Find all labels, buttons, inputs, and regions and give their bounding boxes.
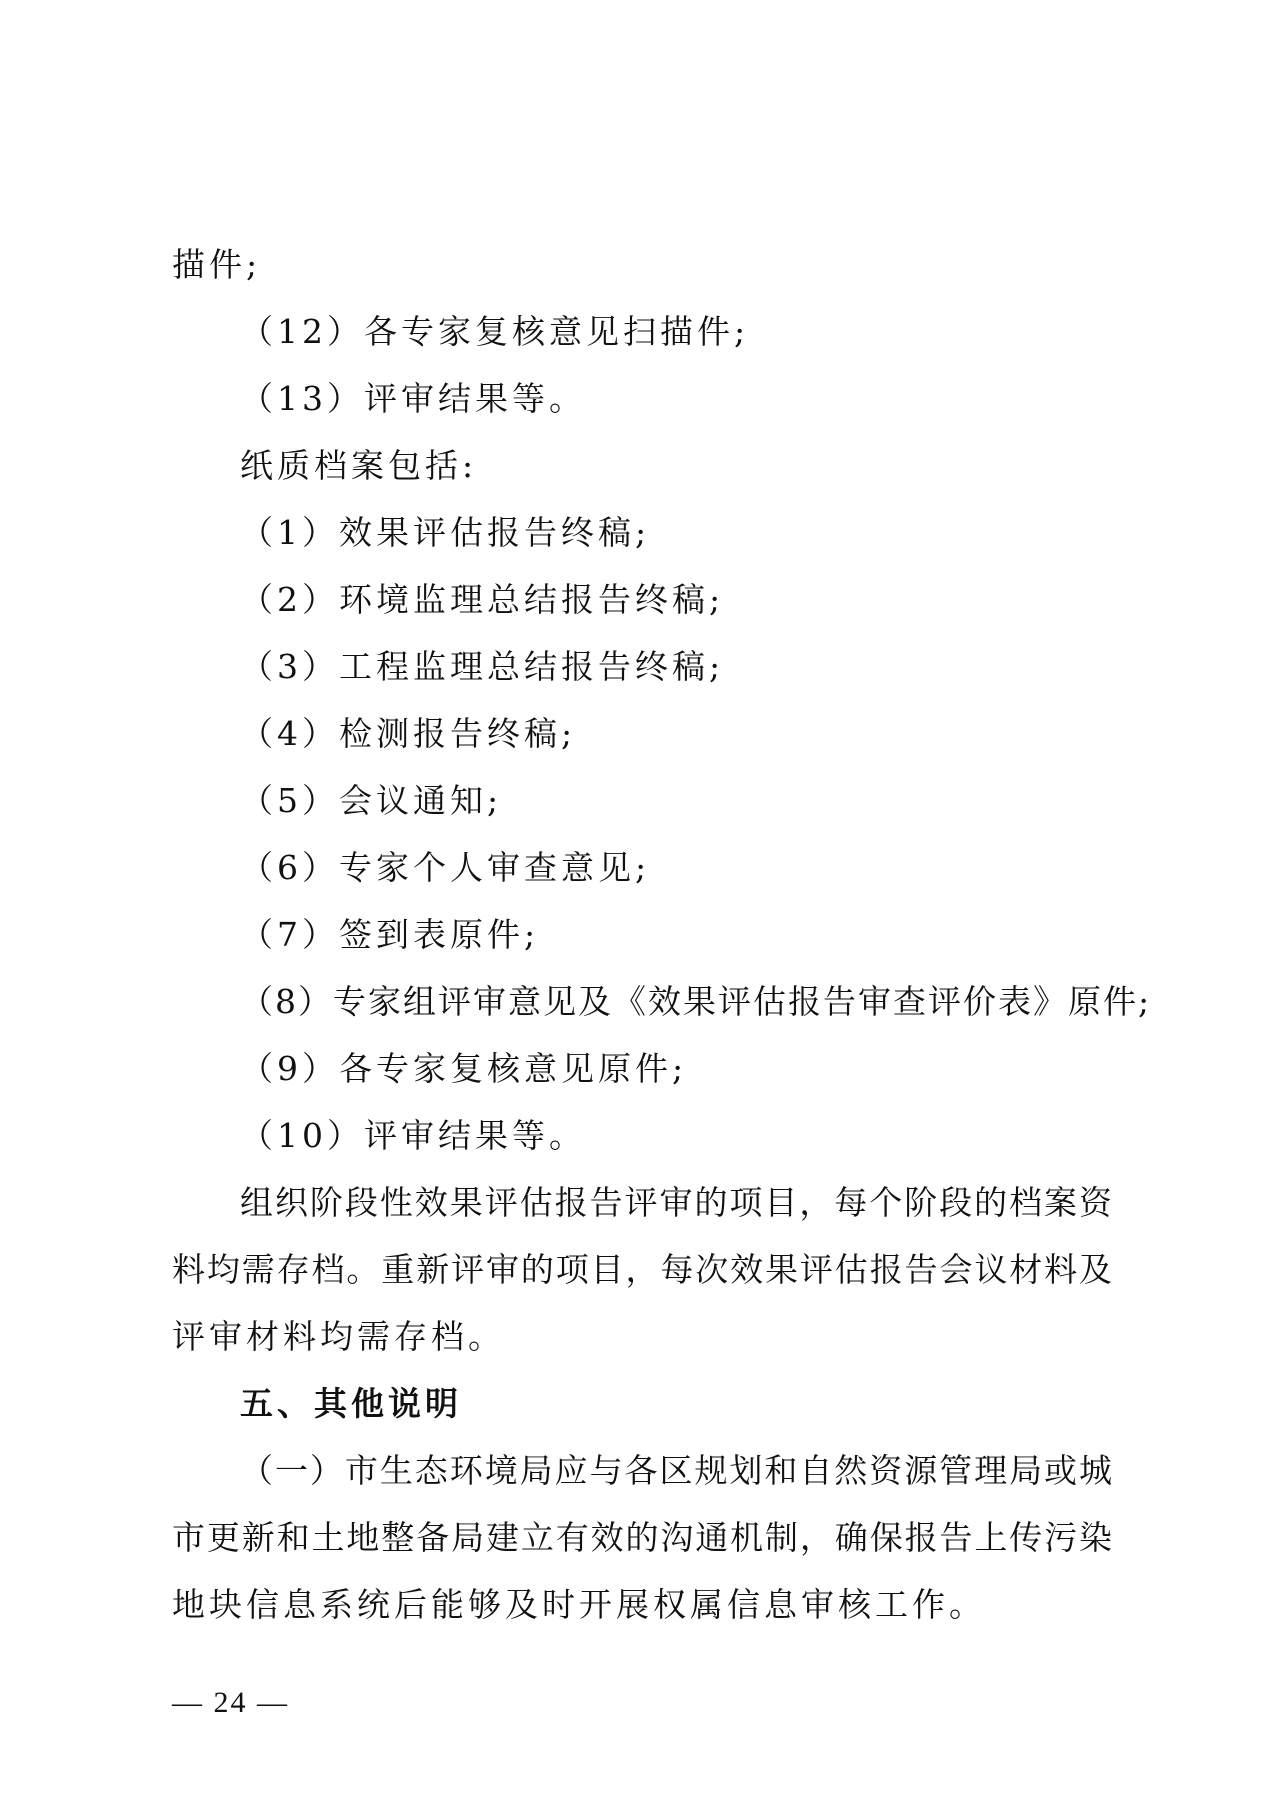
text-line-12: （8）专家组评审意见及《效果评估报告审查评价表》原件; — [240, 982, 1152, 1021]
text-line-4: 纸质档案包括: — [240, 446, 478, 485]
text-line-9: （5）会议通知; — [240, 781, 503, 820]
text-line-1: 描件; — [172, 245, 262, 284]
section-heading: 五、其他说明 — [240, 1384, 462, 1423]
text-line-3: （13）评审结果等。 — [240, 379, 586, 418]
text-line-11: （7）签到表原件; — [240, 915, 540, 954]
text-line-17: 评审材料均需存档。 — [172, 1317, 505, 1356]
text-line-13: （9）各专家复核意见原件; — [240, 1049, 688, 1088]
text-line-6: （2）环境监理总结报告终稿; — [240, 580, 725, 619]
text-line-21: 地块信息系统后能够及时开展权属信息审核工作。 — [172, 1585, 986, 1624]
text-line-5: （1）效果评估报告终稿; — [240, 513, 651, 552]
text-line-19: （一）市生态环境局应与各区规划和自然资源管理局或城 — [240, 1451, 1112, 1490]
text-line-8: （4）检测报告终稿; — [240, 714, 577, 753]
text-line-10: （6）专家个人审查意见; — [240, 848, 651, 887]
text-line-14: （10）评审结果等。 — [240, 1116, 586, 1155]
text-line-16: 料均需存档。重新评审的项目，每次效果评估报告会议材料及 — [172, 1250, 1112, 1289]
page-number: — 24 — — [172, 1686, 289, 1719]
text-line-2: （12）各专家复核意见扫描件; — [240, 312, 750, 351]
text-line-7: （3）工程监理总结报告终稿; — [240, 647, 725, 686]
text-line-20: 市更新和土地整备局建立有效的沟通机制，确保报告上传污染 — [172, 1518, 1112, 1557]
text-line-15: 组织阶段性效果评估报告评审的项目，每个阶段的档案资 — [240, 1183, 1112, 1222]
